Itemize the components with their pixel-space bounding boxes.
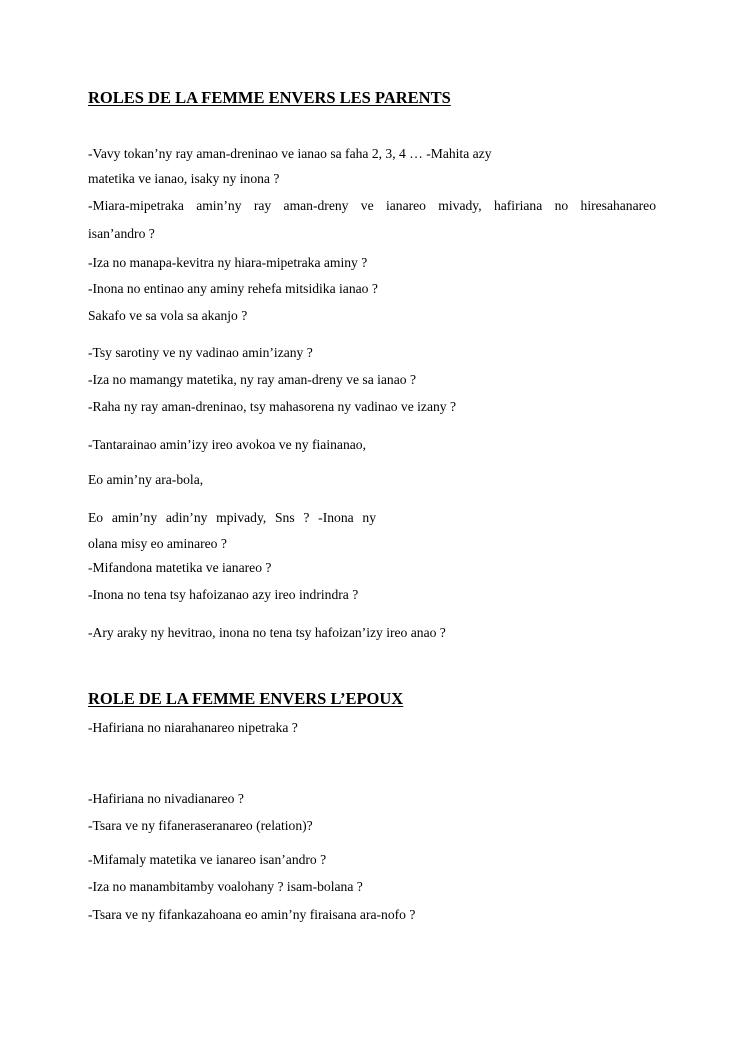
section-heading-spouse: ROLE DE LA FEMME ENVERS L’EPOUX — [88, 689, 404, 708]
question-line: -Mifandona matetika ve ianareo ? — [88, 560, 272, 575]
question-line: -Ary araky ny hevitrao, inona no tena tsy hafoizan’izy ireo anao ? — [88, 625, 446, 640]
question-line: -Tantarainao amin’izy ireo avokoa ve ny fiainanao, — [88, 437, 366, 452]
question-line: Eo amin’ny ara-bola, — [88, 472, 204, 487]
question-line: -Inona no entinao any aminy rehefa mitsidika ianao ? — [88, 281, 378, 296]
question-line: -Hafiriana no niarahanareo nipetraka ? — [88, 720, 298, 735]
question-line: -Mifamaly matetika ve ianareo isan’andro ? — [88, 852, 327, 867]
question-line: isan’andro ? — [88, 226, 155, 241]
question-line: -Iza no manapa-kevitra ny hiara-mipetraka aminy ? — [88, 255, 368, 270]
question-line: -Tsy sarotiny ve ny vadinao amin’izany ? — [88, 345, 313, 360]
question-line: -Raha ny ray aman-dreninao, tsy mahasorena ny vadinao ve izany ? — [88, 399, 457, 414]
question-line: matetika ve ianao, isaky ny inona ? — [88, 171, 280, 186]
question-line: -Tsara ve ny fifaneraseranareo (relation)? — [88, 818, 313, 833]
question-line: Sakafo ve sa vola sa akanjo ? — [88, 308, 248, 323]
question-line: -Miara-mipetraka amin’ny ray aman-dreny ve ianareo mivady, hafiriana no hiresahanareo — [88, 198, 656, 213]
question-line: olana misy eo aminareo ? — [88, 536, 227, 551]
question-line: -Vavy tokan’ny ray aman-dreninao ve ianao sa faha 2, 3, 4 … -Mahita azy — [88, 146, 492, 161]
question-line: -Hafiriana no nivadianareo ? — [88, 791, 244, 806]
question-line: -Iza no mamangy matetika, ny ray aman-dreny ve sa ianao ? — [88, 372, 416, 387]
question-line: -Iza no manambitamby voalohany ? isam-bolana ? — [88, 879, 363, 894]
question-line: -Tsara ve ny fifankazahoana eo amin’ny firaisana ara-nofo ? — [88, 907, 416, 922]
section-heading-parents: ROLES DE LA FEMME ENVERS LES PARENTS — [88, 88, 451, 107]
question-line: -Inona no tena tsy hafoizanao azy ireo indrindra ? — [88, 587, 359, 602]
question-line: Eo amin’ny adin’ny mpivady, Sns ? -Inona ny — [88, 510, 376, 525]
